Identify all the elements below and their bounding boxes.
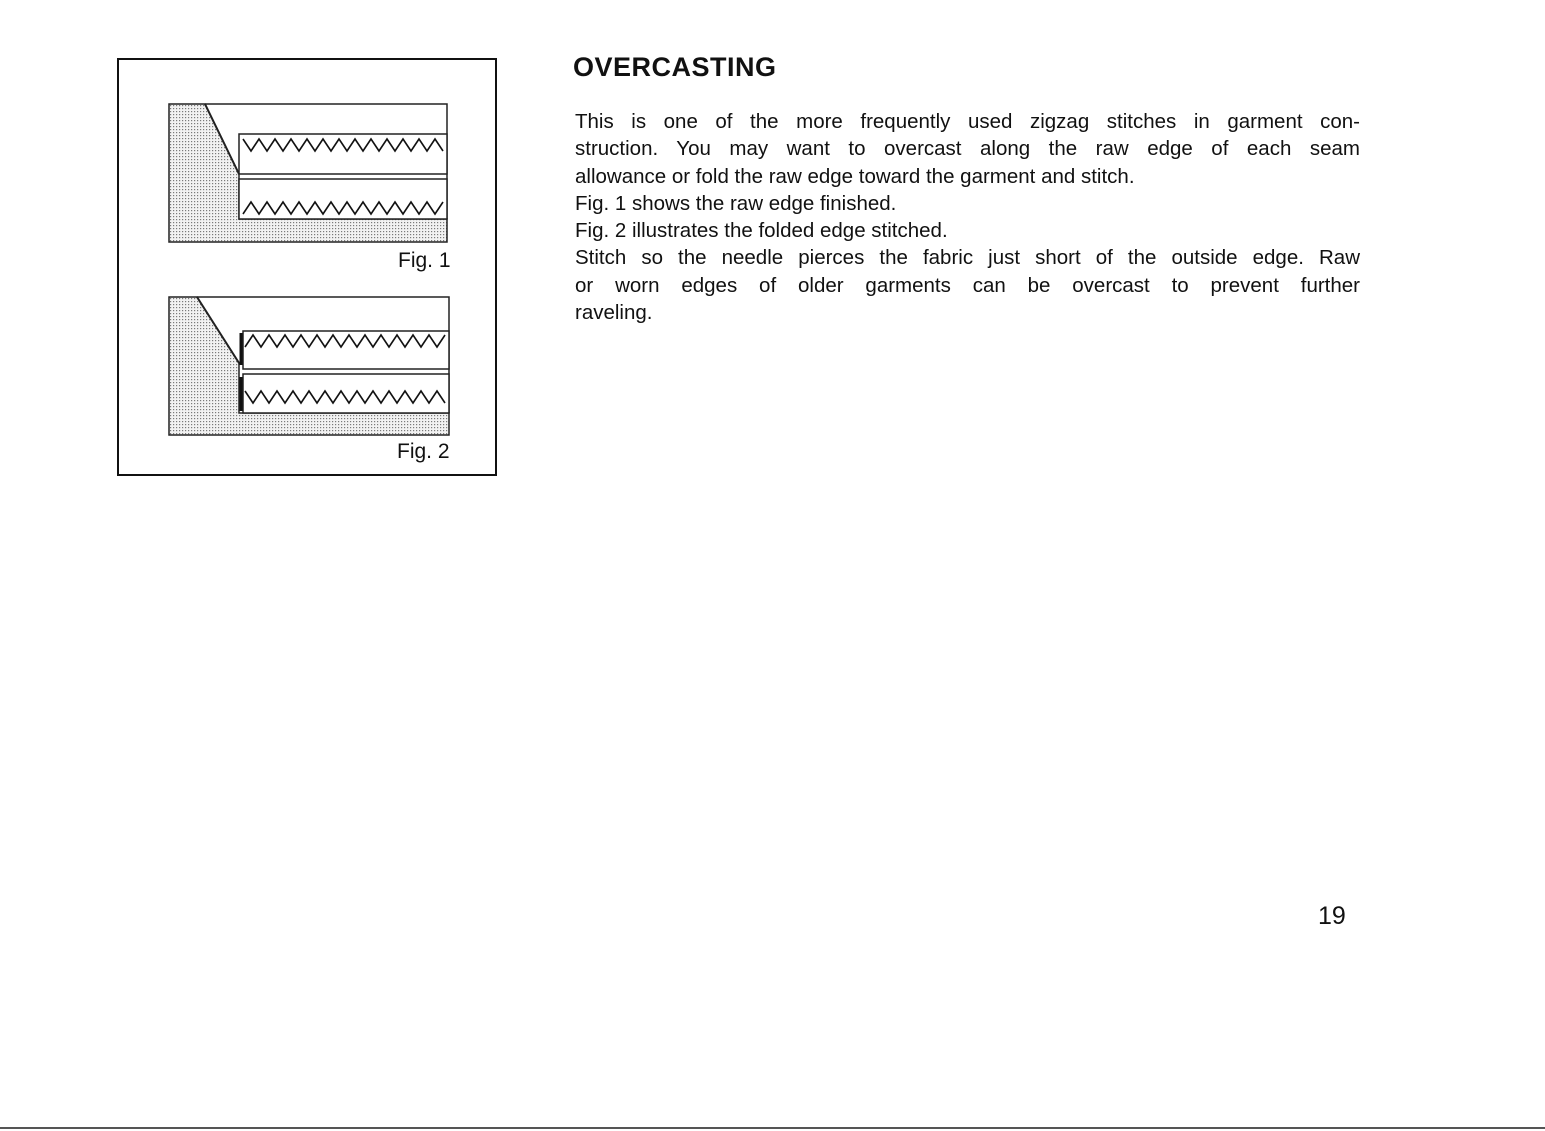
- page-title: OVERCASTING: [573, 52, 777, 82]
- fig1-caption: Fig. 1: [398, 249, 451, 272]
- body-line: Fig. 1 shows the raw edge finished.: [575, 191, 897, 215]
- body-line: or worn edges of older garments can be overcast to prevent further: [575, 273, 1360, 297]
- body-line: This is one of the more frequently used zigzag stitches in garment con-: [575, 110, 1360, 133]
- fig2-illustration: [167, 295, 452, 440]
- figure-panel: [117, 58, 497, 476]
- body-line: allowance or fold the raw edge toward the garment and stitch.: [575, 164, 1135, 188]
- fig1-illustration: [167, 102, 452, 247]
- body-line: Stitch so the needle pierces the fabric just short of the outside edge. Raw: [575, 246, 1360, 270]
- body-paragraph: [575, 108, 1360, 326]
- bottom-rule: [0, 1127, 1545, 1129]
- body-line: Fig. 2 illustrates the folded edge stitched.: [575, 219, 948, 243]
- body-line: raveling.: [575, 301, 653, 325]
- fig2-caption: Fig. 2: [397, 440, 450, 463]
- page-number: 19: [1318, 902, 1346, 930]
- body-line: struction. You may want to overcast along the raw edge of each seam: [575, 137, 1360, 161]
